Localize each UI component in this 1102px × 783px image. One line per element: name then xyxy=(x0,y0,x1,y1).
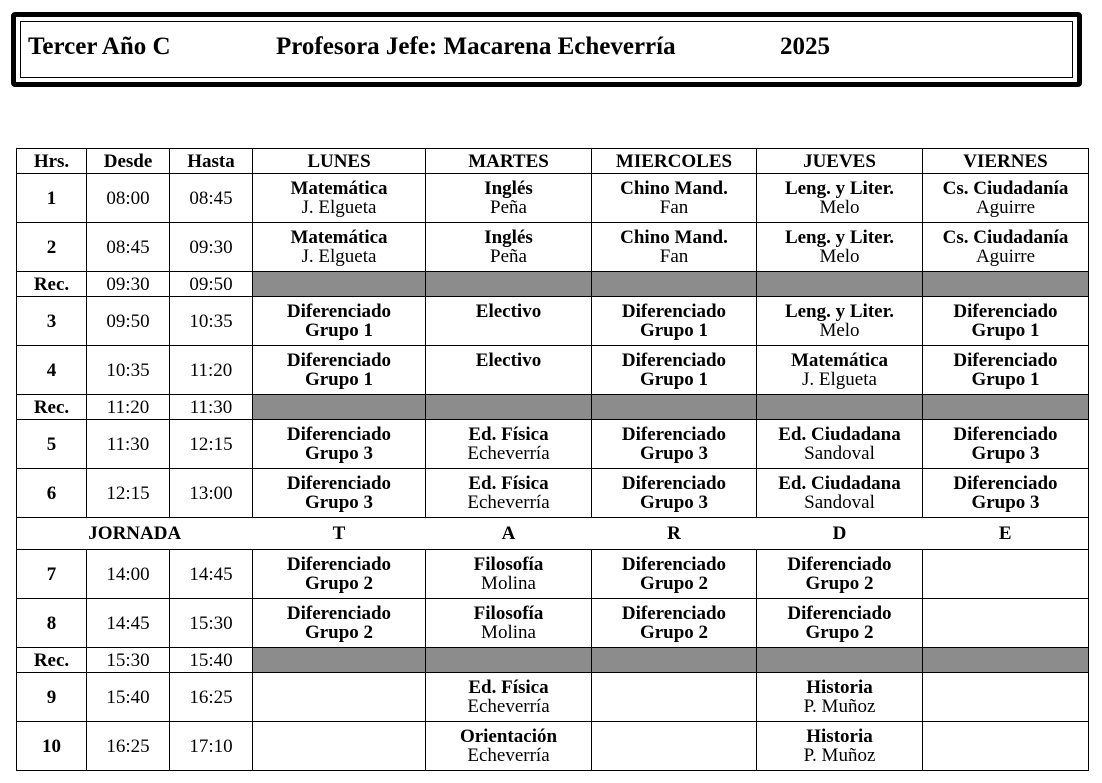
class-cell-jueves xyxy=(757,346,923,395)
class-cell-viernes xyxy=(923,550,1089,599)
recess-row xyxy=(17,648,1089,673)
group-name: Grupo 2 xyxy=(304,622,374,643)
end-time: 14:45 xyxy=(170,550,253,599)
subject-name: Ed. Física xyxy=(468,424,549,445)
end-time: 08:45 xyxy=(170,174,253,223)
teacher-name: Aguirre xyxy=(975,246,1036,267)
start-time: 15:30 xyxy=(87,648,170,673)
period-row xyxy=(17,297,1089,346)
class-cell-lunes xyxy=(253,599,426,648)
teacher-name: Fan xyxy=(659,246,689,267)
teacher-name: Melo xyxy=(819,246,860,267)
class-cell-lunes xyxy=(253,420,426,469)
teacher-name: Sandoval xyxy=(804,492,875,513)
subject-name: Chino Mand. xyxy=(620,227,728,248)
group-name: Grupo 3 xyxy=(304,492,374,513)
jornada-label: JORNADA xyxy=(17,518,253,550)
recess-cell-lunes xyxy=(253,395,426,420)
subject-name: Diferenciado xyxy=(286,301,392,322)
teacher-name: J. Elgueta xyxy=(802,369,877,390)
group-name: Grupo 3 xyxy=(639,492,709,513)
class-cell-martes xyxy=(426,550,592,599)
period-number: 1 xyxy=(17,174,87,223)
class-cell-viernes xyxy=(923,673,1089,722)
recess-cell-viernes xyxy=(923,272,1089,297)
group-name: Grupo 1 xyxy=(639,369,709,390)
header-row xyxy=(17,149,1089,174)
header-inner-frame xyxy=(20,21,1073,78)
class-name: Tercer Año C xyxy=(28,33,171,60)
group-name: Grupo 1 xyxy=(971,369,1040,390)
class-cell-miercoles xyxy=(592,469,757,518)
end-time: 09:30 xyxy=(170,223,253,272)
class-cell-martes xyxy=(426,223,592,272)
subject-name: Diferenciado xyxy=(953,350,1058,371)
subject-name: Diferenciado xyxy=(286,603,392,624)
subject-name: Diferenciado xyxy=(286,473,392,494)
period-number: 8 xyxy=(17,599,87,648)
col-header-jueves: JUEVES xyxy=(757,149,923,174)
class-cell-jueves xyxy=(757,550,923,599)
class-cell-jueves xyxy=(757,223,923,272)
end-time: 13:00 xyxy=(170,469,253,518)
subject-name: Leng. y Liter. xyxy=(784,178,895,199)
jornada-letter: E xyxy=(923,518,1089,550)
col-header-hasta: Hasta xyxy=(170,149,253,174)
subject-name: Ed. Ciudadana xyxy=(778,473,901,494)
subject-name: Orientación xyxy=(459,726,558,747)
start-time: 14:45 xyxy=(87,599,170,648)
subject-name: Matemática xyxy=(790,350,889,371)
teacher-name: J. Elgueta xyxy=(301,246,377,267)
subject-name: Inglés xyxy=(484,178,533,199)
start-time: 10:35 xyxy=(87,346,170,395)
start-time: 08:45 xyxy=(87,223,170,272)
col-header-lunes: LUNES xyxy=(253,149,426,174)
jornada-letter: D xyxy=(757,518,923,550)
subject-name: Diferenciado xyxy=(953,301,1058,322)
end-time: 12:15 xyxy=(170,420,253,469)
start-time: 08:00 xyxy=(87,174,170,223)
period-number: 9 xyxy=(17,673,87,722)
teacher-name: Melo xyxy=(819,320,860,341)
subject-name: Chino Mand. xyxy=(620,178,728,199)
teacher-name: Molina xyxy=(481,573,536,594)
recess-cell-lunes xyxy=(253,272,426,297)
col-header-hrs: Hrs. xyxy=(17,149,87,174)
class-cell-martes xyxy=(426,297,592,346)
period-row xyxy=(17,550,1089,599)
group-name: Grupo 3 xyxy=(639,443,709,464)
end-time: 11:30 xyxy=(170,395,253,420)
group-name: Grupo 2 xyxy=(639,573,709,594)
teacher-name: Peña xyxy=(490,197,527,218)
class-cell-miercoles xyxy=(592,722,757,771)
period-number: Rec. xyxy=(17,648,87,673)
teacher-name: P. Muñoz xyxy=(803,696,876,717)
recess-cell-miercoles xyxy=(592,648,757,673)
class-cell-martes xyxy=(426,599,592,648)
class-cell-lunes xyxy=(253,722,426,771)
group-name: Grupo 2 xyxy=(639,622,709,643)
class-cell-lunes xyxy=(253,673,426,722)
class-cell-jueves xyxy=(757,673,923,722)
period-row xyxy=(17,174,1089,223)
subject-name: Diferenciado xyxy=(621,603,727,624)
class-cell-miercoles xyxy=(592,599,757,648)
teacher-name: Melo xyxy=(819,197,860,218)
start-time: 11:30 xyxy=(87,420,170,469)
recess-cell-viernes xyxy=(923,648,1089,673)
period-row xyxy=(17,469,1089,518)
teacher-name: J. Elgueta xyxy=(301,197,377,218)
header-box xyxy=(11,12,1082,87)
class-cell-lunes xyxy=(253,174,426,223)
subject-name: Filosofía xyxy=(473,603,544,624)
teacher-name: Echeverría xyxy=(467,443,550,464)
start-time: 09:50 xyxy=(87,297,170,346)
class-cell-miercoles xyxy=(592,550,757,599)
class-cell-lunes xyxy=(253,469,426,518)
period-number: 10 xyxy=(17,722,87,771)
subject-name: Filosofía xyxy=(473,554,544,575)
teacher-name: Aguirre xyxy=(975,197,1036,218)
class-cell-jueves xyxy=(757,297,923,346)
jornada-letter: T xyxy=(253,518,426,550)
class-cell-viernes xyxy=(923,599,1089,648)
recess-cell-martes xyxy=(426,395,592,420)
period-number: 3 xyxy=(17,297,87,346)
group-name xyxy=(426,321,591,340)
subject-name: Electivo xyxy=(475,301,542,322)
period-row xyxy=(17,599,1089,648)
group-name: Grupo 3 xyxy=(971,492,1040,513)
class-cell-viernes xyxy=(923,722,1089,771)
class-cell-viernes xyxy=(923,420,1089,469)
subject-name: Leng. y Liter. xyxy=(784,227,895,248)
jornada-letter: R xyxy=(592,518,757,550)
subject-name: Historia xyxy=(806,677,873,698)
class-cell-viernes xyxy=(923,297,1089,346)
teacher-name: Sandoval xyxy=(804,443,875,464)
class-cell-viernes xyxy=(923,174,1089,223)
class-cell-martes xyxy=(426,346,592,395)
recess-cell-miercoles xyxy=(592,272,757,297)
start-time: 15:40 xyxy=(87,673,170,722)
recess-row xyxy=(17,272,1089,297)
subject-name: Diferenciado xyxy=(621,301,727,322)
start-time: 16:25 xyxy=(87,722,170,771)
subject-name: Matemática xyxy=(290,227,388,248)
teacher-name: P. Muñoz xyxy=(803,745,876,766)
subject-name: Historia xyxy=(806,726,873,747)
class-cell-lunes xyxy=(253,223,426,272)
col-header-miercoles: MIERCOLES xyxy=(592,149,757,174)
school-year: 2025 xyxy=(780,33,830,60)
period-number: Rec. xyxy=(17,395,87,420)
period-number: 2 xyxy=(17,223,87,272)
class-cell-viernes xyxy=(923,469,1089,518)
group-name: Grupo 2 xyxy=(805,622,874,643)
recess-cell-lunes xyxy=(253,648,426,673)
end-time: 15:40 xyxy=(170,648,253,673)
class-cell-viernes xyxy=(923,223,1089,272)
teacher-name: Echeverría xyxy=(467,492,550,513)
subject-name: Diferenciado xyxy=(621,424,727,445)
end-time: 09:50 xyxy=(170,272,253,297)
start-time: 12:15 xyxy=(87,469,170,518)
recess-cell-martes xyxy=(426,648,592,673)
end-time: 15:30 xyxy=(170,599,253,648)
period-row xyxy=(17,420,1089,469)
recess-cell-martes xyxy=(426,272,592,297)
recess-cell-jueves xyxy=(757,272,923,297)
period-row xyxy=(17,346,1089,395)
start-time: 09:30 xyxy=(87,272,170,297)
subject-name: Diferenciado xyxy=(286,554,392,575)
period-number: 6 xyxy=(17,469,87,518)
subject-name: Leng. y Liter. xyxy=(784,301,895,322)
group-name: Grupo 1 xyxy=(304,320,374,341)
class-cell-martes xyxy=(426,673,592,722)
subject-name: Inglés xyxy=(484,227,533,248)
period-number: Rec. xyxy=(17,272,87,297)
col-header-martes: MARTES xyxy=(426,149,592,174)
end-time: 16:25 xyxy=(170,673,253,722)
subject-name: Diferenciado xyxy=(286,350,392,371)
class-cell-miercoles xyxy=(592,346,757,395)
teacher-name: Peña xyxy=(490,246,527,267)
subject-name: Diferenciado xyxy=(953,424,1058,445)
class-cell-lunes xyxy=(253,297,426,346)
class-cell-lunes xyxy=(253,346,426,395)
class-cell-martes xyxy=(426,469,592,518)
homeroom-teacher: Profesora Jefe: Macarena Echeverría xyxy=(276,33,676,60)
subject-name: Matemática xyxy=(290,178,388,199)
group-name: Grupo 1 xyxy=(304,369,374,390)
group-name: Grupo 1 xyxy=(971,320,1040,341)
recess-cell-viernes xyxy=(923,395,1089,420)
recess-cell-miercoles xyxy=(592,395,757,420)
subject-name: Ed. Ciudadana xyxy=(778,424,901,445)
class-cell-miercoles xyxy=(592,297,757,346)
teacher-name: Molina xyxy=(481,622,536,643)
class-cell-martes xyxy=(426,420,592,469)
class-cell-miercoles xyxy=(592,420,757,469)
col-header-desde: Desde xyxy=(87,149,170,174)
period-row xyxy=(17,223,1089,272)
group-name xyxy=(426,370,591,389)
class-cell-jueves xyxy=(757,174,923,223)
class-cell-miercoles xyxy=(592,174,757,223)
class-cell-miercoles xyxy=(592,223,757,272)
subject-name: Cs. Ciudadanía xyxy=(942,178,1069,199)
recess-row xyxy=(17,395,1089,420)
class-cell-martes xyxy=(426,174,592,223)
period-number: 4 xyxy=(17,346,87,395)
subject-name: Diferenciado xyxy=(787,554,892,575)
class-cell-viernes xyxy=(923,346,1089,395)
teacher-name: Fan xyxy=(659,197,689,218)
period-number: 7 xyxy=(17,550,87,599)
recess-cell-jueves xyxy=(757,395,923,420)
subject-name: Diferenciado xyxy=(286,424,392,445)
recess-cell-jueves xyxy=(757,648,923,673)
subject-name: Diferenciado xyxy=(621,554,727,575)
jornada-letter: A xyxy=(426,518,592,550)
subject-name: Ed. Física xyxy=(468,473,549,494)
group-name: Grupo 1 xyxy=(639,320,709,341)
class-cell-miercoles xyxy=(592,673,757,722)
period-row xyxy=(17,722,1089,771)
teacher-name: Echeverría xyxy=(467,745,550,766)
col-header-viernes: VIERNES xyxy=(923,149,1089,174)
schedule-table xyxy=(16,148,1089,771)
group-name: Grupo 3 xyxy=(971,443,1040,464)
period-row xyxy=(17,673,1089,722)
class-cell-jueves xyxy=(757,420,923,469)
subject-name: Electivo xyxy=(475,350,542,371)
group-name: Grupo 3 xyxy=(304,443,374,464)
start-time: 14:00 xyxy=(87,550,170,599)
subject-name: Ed. Física xyxy=(468,677,549,698)
subject-name: Diferenciado xyxy=(621,473,727,494)
end-time: 10:35 xyxy=(170,297,253,346)
subject-name: Diferenciado xyxy=(787,603,892,624)
end-time: 11:20 xyxy=(170,346,253,395)
teacher-name: Echeverría xyxy=(467,696,550,717)
jornada-row xyxy=(17,518,1089,550)
group-name: Grupo 2 xyxy=(304,573,374,594)
subject-name: Cs. Ciudadanía xyxy=(942,227,1069,248)
subject-name: Diferenciado xyxy=(953,473,1058,494)
group-name: Grupo 2 xyxy=(805,573,874,594)
end-time: 17:10 xyxy=(170,722,253,771)
class-cell-jueves xyxy=(757,599,923,648)
class-cell-jueves xyxy=(757,469,923,518)
class-cell-martes xyxy=(426,722,592,771)
subject-name: Diferenciado xyxy=(621,350,727,371)
start-time: 11:20 xyxy=(87,395,170,420)
class-cell-jueves xyxy=(757,722,923,771)
class-cell-lunes xyxy=(253,550,426,599)
period-number: 5 xyxy=(17,420,87,469)
